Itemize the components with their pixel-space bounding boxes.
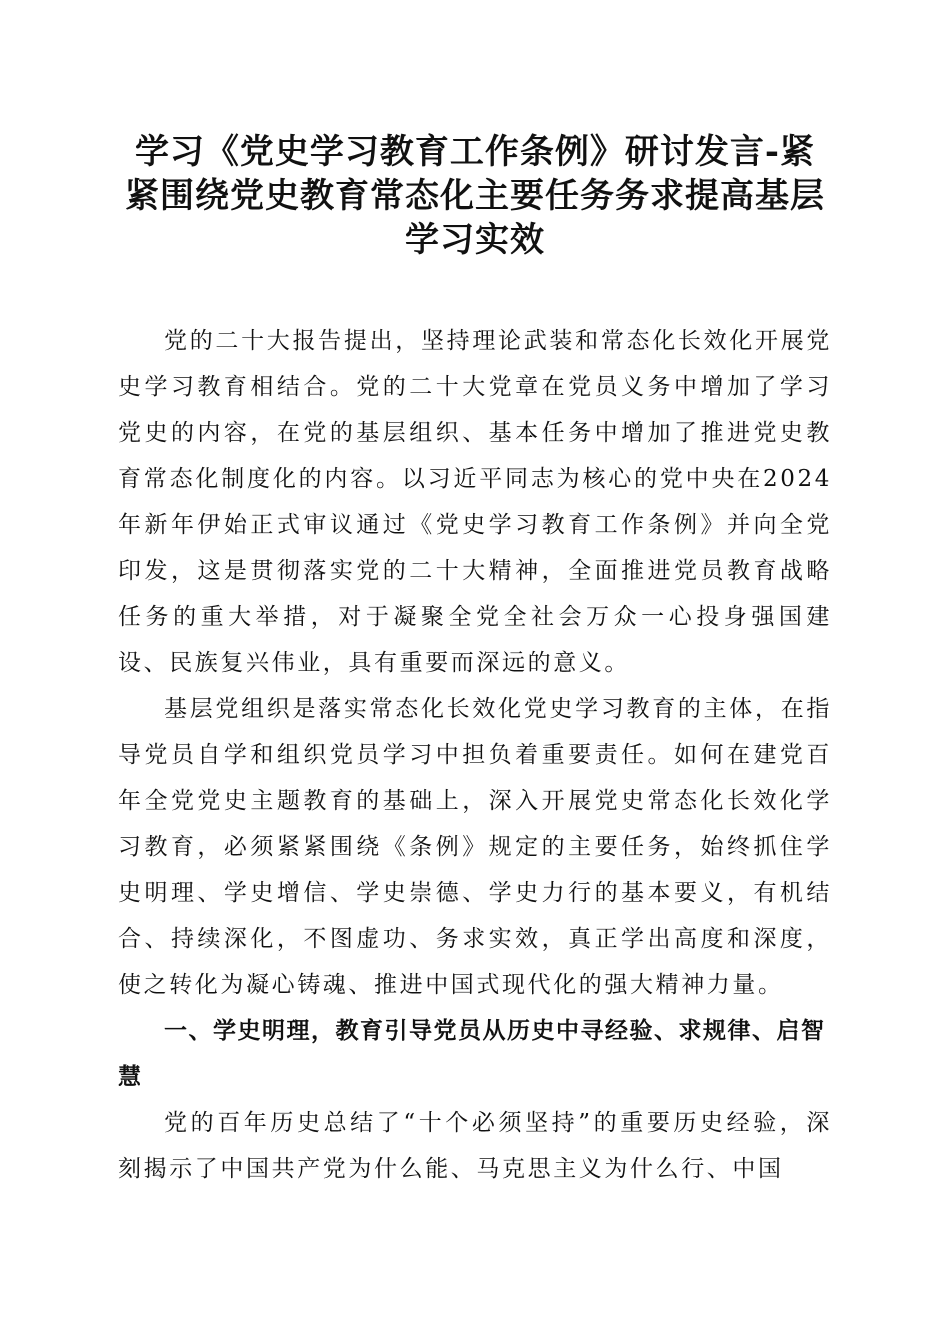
paragraph-intro: 党的二十大报告提出，坚持理论武装和常态化长效化开展党史学习教育相结合。党的二十大党章在党员义务中增加了学习党史的内容，在党的基层组织、基本任务中增加了推进党史教育常态化制度化的内容。以习近平同志为核心的党中央在2024年新年伊始正式审议通过《党史学习教育工作条例》并向全党印发，这是贯彻落实党的二十大精神，全面推进党员教育战略任务的重大举措，对于凝聚全党全社会万众一心投身强国建设、民族复兴伟业，具有重要而深远的意义。 <box>118 328 832 676</box>
document-body <box>118 318 832 1192</box>
section-heading-1: 一、学史明理，教育引导党员从历史中寻经验、求规律、启智慧 <box>118 1018 826 1090</box>
paragraph-section-1: 党的百年历史总结了“十个必须坚持”的重要历史经验，深刻揭示了中国共产党为什么能、马克思主义为什么行、中国 <box>118 1110 832 1182</box>
document-title: 学习《党史学习教育工作条例》研讨发言-紧紧围绕党史教育常态化主要任务务求提高基层学习实效 <box>125 132 825 260</box>
paragraph-grassroots: 基层党组织是落实常态化长效化党史学习教育的主体，在指导党员自学和组织党员学习中担负着重要责任。如何在建党百年全党党史主题教育的基础上，深入开展党史常态化长效化学习教育，必须紧紧围绕《条例》规定的主要任务，始终抓住学史明理、学史增信、学史崇德、学史力行的基本要义，有机结合、持续深化，不图虚功、务求实效，真正学出高度和深度，使之转化为凝心铸魂、推进中国式现代化的强大精神力量。 <box>118 696 832 998</box>
